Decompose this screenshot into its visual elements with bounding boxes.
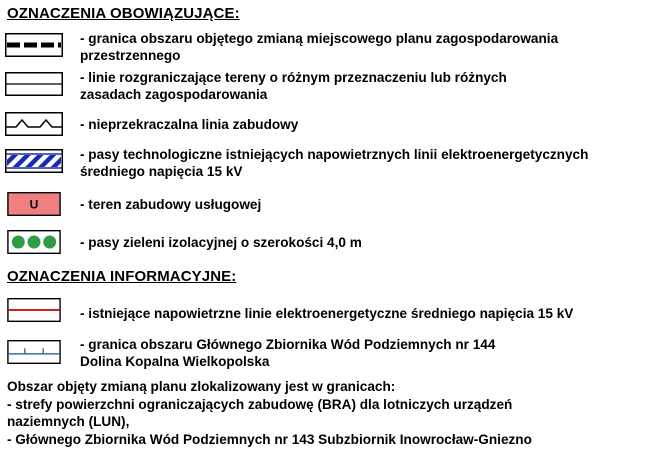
hatched-strip-icon (5, 149, 63, 173)
legend-item-green-belt-text: - pasy zieleni izolacyjnej o szerokości 4,0 m (80, 235, 362, 250)
red-power-line-icon (5, 298, 63, 322)
location-note-line: naziemnych (LUN), (7, 414, 130, 429)
binding-heading: OZNACZENIA OBOWIĄZUJĄCE: (7, 5, 240, 22)
location-note-line: - strefy powierzchni ograniczających zabudowę (BRA) dla lotniczych urządzeń (7, 396, 513, 412)
legend-item-building-line-text: - nieprzekraczalna linia zabudowy (80, 117, 299, 132)
building-line-icon (5, 112, 63, 136)
informative-heading: OZNACZENIA INFORMACYJNE: (7, 268, 237, 285)
thin-line-icon (5, 72, 63, 96)
legend-item-boundary-text: - granica obszaru objętego zmianą miejscowego planu zagospodarowania przestrzennego (80, 31, 559, 63)
legend-item-groundwater-boundary-text: - granica obszaru Głównego Zbiornika Wód Podziemnych nr 144 Dolina Kopalna Wielkopolska (80, 337, 496, 369)
legend-item-service-area-text: - teren zabudowy usługowej (80, 197, 262, 212)
groundwater-boundary-icon (5, 340, 63, 364)
location-note-line: - Głównego Zbiornika Wód Podziemnych nr 143 Subzbiornik Inowrocław-Gniezno (7, 431, 532, 447)
service-area-symbol-text: U (29, 197, 39, 212)
legend-item-technology-strip-text: - pasy technologiczne istniejących napowietrznych linii elektroenergetycznych średniego napięcia 15 kV (80, 147, 589, 179)
service-area-icon (5, 192, 63, 216)
legend-item-power-line-text: - istniejące napowietrzne linie elektroenergetyczne średniego napięcia 15 kV (80, 306, 574, 321)
location-note-line: Obszar objęty zmianą planu zlokalizowany jest w granicach: (7, 379, 396, 394)
legend-item-demarcation-text: - linie rozgraniczające tereny o różnym przeznaczeniu lub różnych zasadach zagospodarowania (80, 70, 507, 102)
boundary-dashed-line-icon (5, 33, 63, 57)
green-belt-icon (5, 230, 63, 254)
location-note (7, 378, 532, 448)
